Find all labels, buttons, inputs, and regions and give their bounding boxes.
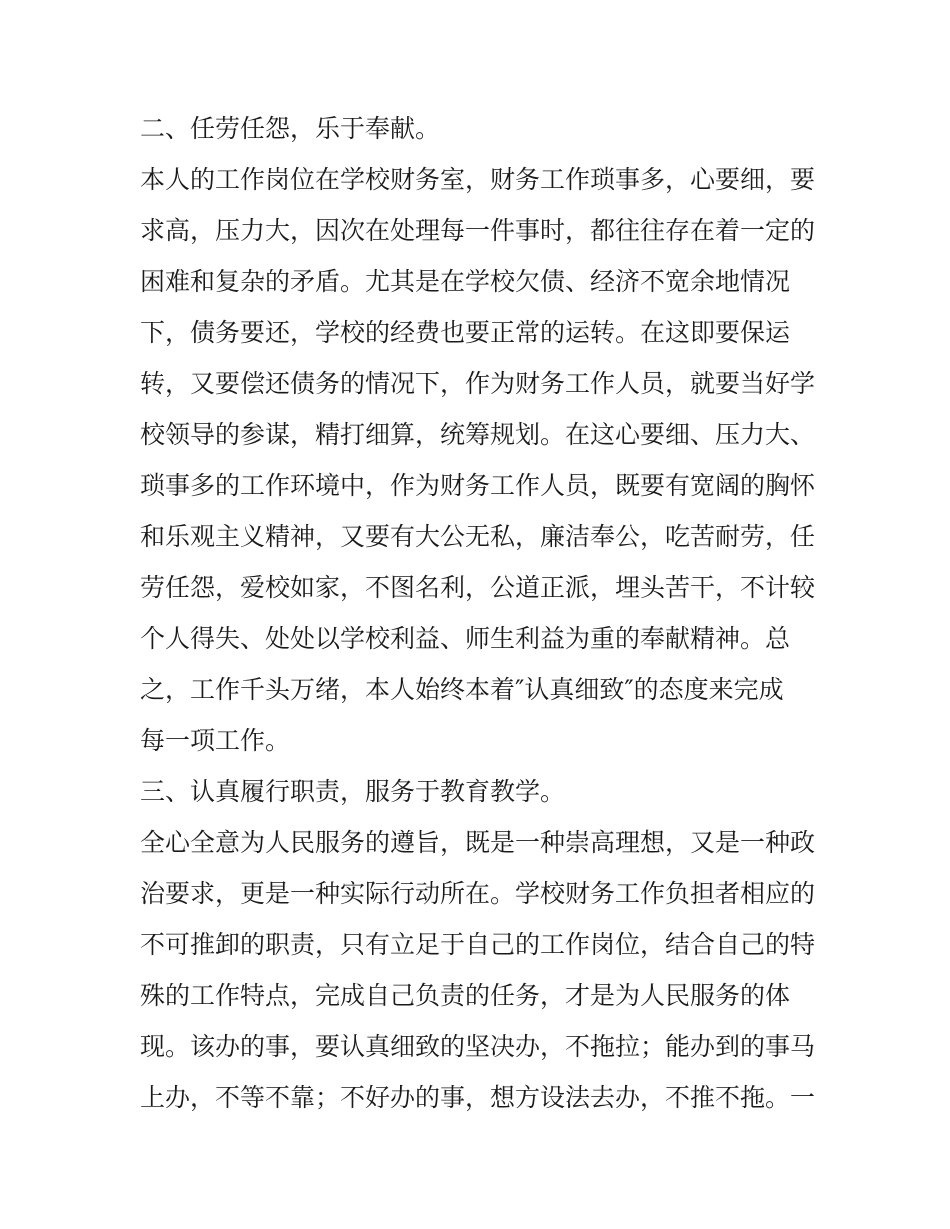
paragraph-line: 每一项工作。 (140, 726, 291, 755)
paragraph-line: 转，又要偿还债务的情况下，作为财务工作人员，就要当好学 (140, 369, 816, 398)
paragraph-line: 困难和复杂的矛盾。尤其是在学校欠债、经济不宽余地情况 (140, 267, 791, 296)
paragraph-line: 全心全意为人民服务的遵旨，既是一种崇高理想，又是一种政 (140, 828, 816, 857)
paragraph-line: 殊的工作特点，完成自己负责的任务，才是为人民服务的体 (140, 981, 791, 1010)
document-body (140, 103, 820, 1123)
paragraph-line: 琐事多的工作环境中，作为财务工作人员，既要有宽阔的胸怀 (140, 471, 816, 500)
paragraph-line: 之，工作千头万绪，本人始终本着″认真细致″的态度来完成 (140, 675, 784, 704)
paragraph-line: 个人得失、处处以学校利益、师生利益为重的奉献精神。总 (140, 624, 791, 653)
paragraph-line: 求高，压力大，因次在处理每一件事时，都往往存在着一定的 (140, 216, 816, 245)
paragraph-line: 劳任怨，爱校如家，不图名利，公道正派，埋头苦干，不计较 (140, 573, 816, 602)
paragraph-line: 校领导的参谋，精打细算，统筹规划。在这心要细、压力大、 (140, 420, 816, 449)
heading-section-2: 二、任劳任怨，乐于奉献。 (140, 114, 441, 143)
heading-section-3: 三、认真履行职责，服务于教育教学。 (140, 777, 566, 806)
paragraph-line: 治要求，更是一种实际行动所在。学校财务工作负担者相应的 (140, 879, 816, 908)
paragraph-line: 现。该办的事，要认真细致的坚决办，不拖拉；能办到的事马 (140, 1032, 816, 1061)
paragraph-line: 上办，不等不靠；不好办的事，想方设法去办，不推不拖。一 (140, 1083, 816, 1112)
paragraph-line: 不可推卸的职责，只有立足于自己的工作岗位，结合自己的特 (140, 930, 816, 959)
paragraph-line: 下，债务要还，学校的经费也要正常的运转。在这即要保运 (140, 318, 791, 347)
paragraph-line: 和乐观主义精神，又要有大公无私，廉洁奉公，吃苦耐劳，任 (140, 522, 816, 551)
paragraph-line: 本人的工作岗位在学校财务室，财务工作琐事多，心要细，要 (140, 165, 816, 194)
